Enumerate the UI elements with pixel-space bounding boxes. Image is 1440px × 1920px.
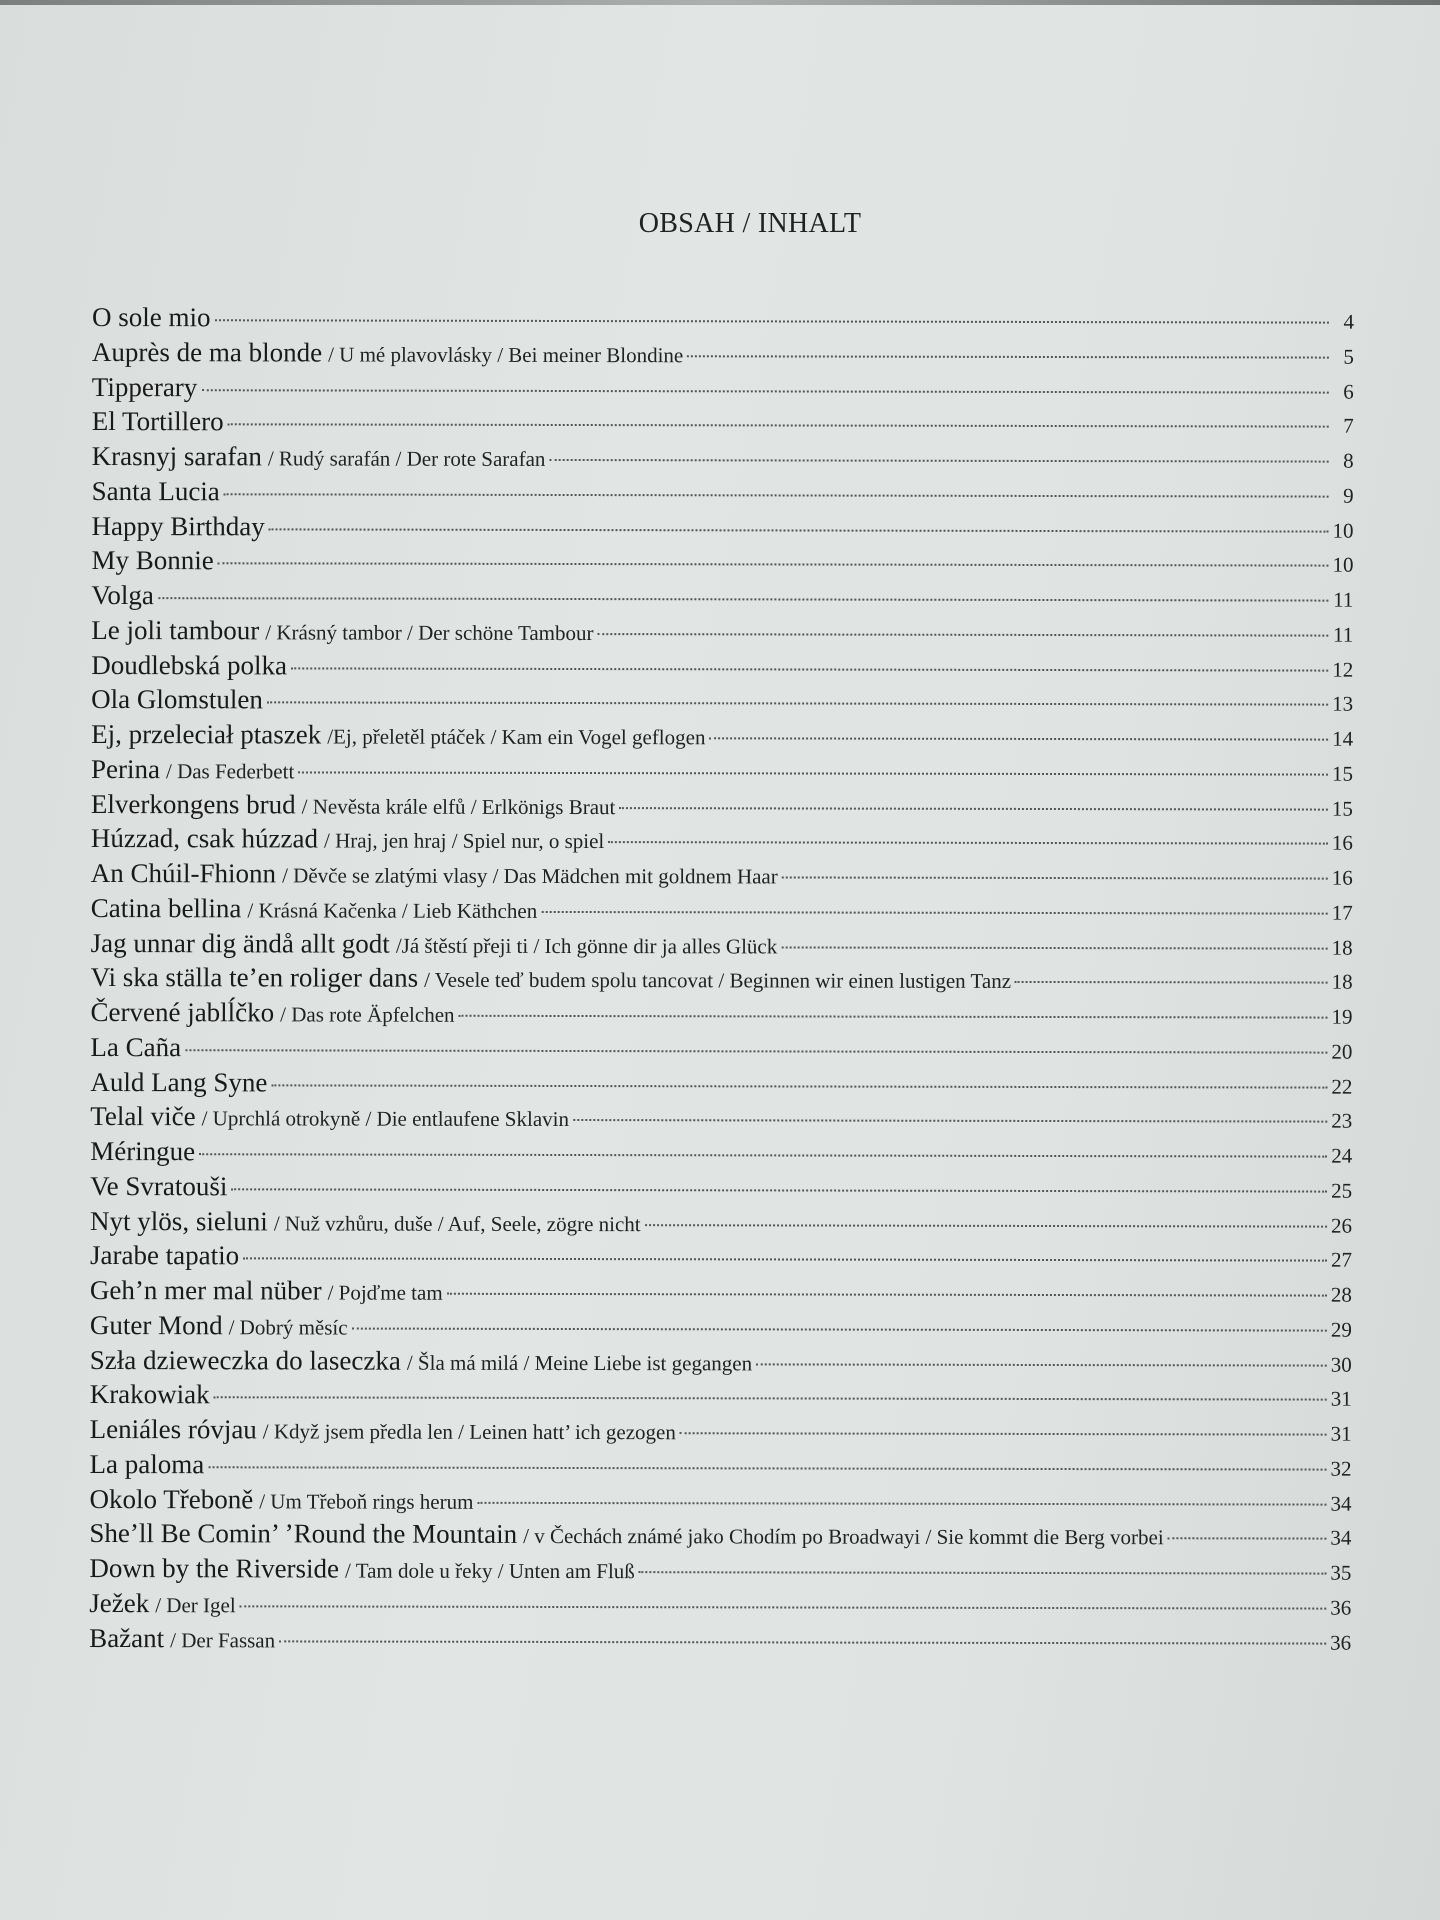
toc-entry: [91, 649, 1353, 686]
dot-leader: [224, 493, 1329, 497]
toc-entry: [92, 337, 1354, 374]
dot-leader: [781, 946, 1327, 949]
toc-entry: [89, 1518, 1351, 1555]
entry-title: Volga: [91, 579, 154, 611]
entry-title: Auld Lang Syne: [90, 1066, 268, 1097]
page-number: 8: [1343, 448, 1354, 473]
dot-leader: [1015, 981, 1328, 984]
entry-title: Santa Lucia: [91, 475, 220, 507]
dot-leader: [158, 597, 1328, 601]
dot-leader: [201, 389, 1329, 393]
toc-entry: [90, 1379, 1352, 1416]
page-number: 16: [1331, 830, 1353, 855]
page-number: 29: [1330, 1317, 1352, 1342]
entry-translation: / Uprchlá otrokyně / Die entlaufene Sklavin: [201, 1106, 570, 1132]
entry-translation: / Hraj, jen hraj / Spiel nur, o spiel: [323, 828, 605, 854]
entry-translation: / Der Fassan: [170, 1627, 276, 1652]
page-number: 23: [1331, 1108, 1353, 1133]
toc-entry: [89, 1622, 1351, 1659]
dot-leader: [639, 1571, 1327, 1574]
toc-entry: [92, 441, 1354, 478]
entry-translation: / Rudý sarafán / Der rote Sarafan: [267, 446, 546, 471]
dot-leader: [541, 911, 1328, 915]
page-number: 25: [1331, 1178, 1353, 1203]
page-number: 15: [1331, 796, 1353, 821]
page-number: 11: [1333, 622, 1354, 647]
page-number: 30: [1330, 1352, 1352, 1377]
toc-entry: [89, 1483, 1351, 1520]
entry-title: Perina: [90, 753, 161, 784]
entry-title: Méringue: [90, 1135, 196, 1167]
page-number: 6: [1343, 379, 1354, 404]
dot-leader: [687, 355, 1329, 358]
entry-translation: / Um Třeboň rings herum: [259, 1488, 474, 1514]
toc-entry: [90, 1310, 1352, 1347]
dot-leader: [1168, 1538, 1327, 1540]
entry-translation: /Já štěstí přeji ti / Ich gönne dir ja alles Glück: [395, 933, 778, 958]
page-number: 5: [1343, 344, 1354, 369]
page-number: 9: [1343, 483, 1354, 508]
page-number: 34: [1330, 1525, 1352, 1550]
page-number: 27: [1330, 1247, 1353, 1272]
entry-title: Geh’n mer mal nüber: [89, 1274, 322, 1306]
entry-title: Le joli tambour: [91, 614, 260, 646]
entry-title: Leniáles róvjau: [89, 1413, 257, 1445]
toc-entry: [91, 719, 1353, 756]
page-number: 34: [1330, 1491, 1352, 1516]
entry-translation: / Nuž vzhůru, duše / Auf, Seele, zögre nicht: [273, 1210, 641, 1236]
toc-entry: [90, 1414, 1352, 1451]
entry-title: My Bonnie: [91, 545, 214, 576]
dot-leader: [680, 1432, 1327, 1435]
entry-title: Okolo Třeboně: [89, 1483, 254, 1514]
entry-translation: / Děvče se zlatými vlasy / Das Mädchen mit goldnem Haar: [282, 863, 778, 889]
page-number: 24: [1331, 1143, 1353, 1168]
toc-entry: [92, 371, 1354, 408]
toc-entry: [91, 788, 1353, 825]
dot-leader: [573, 1119, 1327, 1123]
toc-entry: [90, 1344, 1352, 1381]
page-number: 22: [1331, 1074, 1353, 1099]
entry-title: Bažant: [89, 1622, 165, 1653]
toc-entry: [92, 406, 1354, 443]
page-number: 16: [1331, 865, 1353, 890]
toc-entry: [90, 1136, 1352, 1173]
dot-leader: [208, 1466, 1326, 1470]
entry-title: Krasnyj sarafan: [91, 440, 262, 472]
entry-title: La paloma: [89, 1448, 205, 1479]
dot-leader: [447, 1293, 1327, 1297]
toc-entry: [91, 858, 1353, 895]
entry-title: Krakowiak: [89, 1379, 210, 1410]
toc-entry: [91, 893, 1353, 930]
dot-leader: [218, 563, 1329, 567]
page-number: 10: [1332, 552, 1354, 577]
entry-translation: / v Čechách známé jako Chodím po Broadwayi / Sie kommt die Berg vorbei: [523, 1524, 1164, 1550]
page-number: 26: [1331, 1213, 1353, 1238]
page-number: 35: [1330, 1560, 1352, 1585]
page-number: 12: [1332, 657, 1354, 682]
toc-entry: [91, 962, 1353, 999]
toc-entry: [91, 754, 1353, 791]
toc-entry: [91, 545, 1353, 582]
entry-title: Jarabe tapatio: [89, 1240, 240, 1271]
dot-leader: [231, 1188, 1327, 1192]
dot-leader: [549, 459, 1328, 463]
page-number: 7: [1343, 413, 1354, 438]
dot-leader: [185, 1049, 1327, 1053]
toc-entry: [91, 615, 1353, 652]
page-number: 4: [1343, 309, 1354, 334]
toc-entry: [90, 1032, 1352, 1069]
entry-title: Auprès de ma blonde: [91, 336, 323, 368]
entry-translation: / Krásný tambor / Der schöne Tambour: [265, 620, 594, 645]
dot-leader: [291, 667, 1328, 671]
page-number: 20: [1331, 1039, 1353, 1064]
entry-title: She’ll Be Comin’ ’Round the Mountain: [89, 1518, 518, 1550]
page-number: 13: [1332, 691, 1354, 716]
entry-title: Ola Glomstulen: [91, 684, 263, 715]
page-number: 15: [1331, 761, 1354, 786]
dot-leader: [298, 771, 1328, 775]
dot-leader: [352, 1327, 1327, 1331]
page-edge-shadow: [0, 0, 1440, 5]
entry-translation: /Ej, přeletěl ptáček / Kam ein Vogel geflogen: [327, 724, 706, 750]
page-number: 28: [1330, 1282, 1352, 1307]
entry-translation: / Dobrý měsíc: [228, 1315, 348, 1340]
entry-title: Ej, przeleciał ptaszek: [91, 718, 322, 750]
entry-title: Telal viče: [90, 1101, 196, 1132]
toc-entry: [91, 510, 1353, 547]
dot-leader: [271, 1084, 1327, 1088]
toc-entry: [90, 997, 1352, 1034]
entry-title: O sole mio: [91, 302, 211, 333]
entry-title: Down by the Riverside: [89, 1552, 340, 1584]
dot-leader: [782, 876, 1328, 879]
entry-title: Ježek: [89, 1587, 150, 1618]
entry-translation: / Vesele teď budem spolu tancovat / Beginnen wir einen lustigen Tanz: [424, 967, 1012, 994]
dot-leader: [240, 1605, 1327, 1609]
page-number: 14: [1332, 726, 1354, 751]
toc-entry: [90, 1240, 1352, 1277]
dot-leader: [199, 1153, 1327, 1157]
entry-title: Vi ska ställa te’en roliger dans: [90, 962, 419, 993]
toc-entry: [92, 476, 1354, 513]
toc-entry: [91, 580, 1353, 617]
table-of-contents: [89, 302, 1354, 1660]
entry-translation: / Šla má milá / Meine Liebe ist gegangen: [406, 1350, 753, 1375]
dot-leader: [608, 841, 1328, 845]
dot-leader: [477, 1501, 1326, 1505]
toc-entry: [90, 1275, 1352, 1312]
entry-translation: / Das rote Äpfelchen: [280, 1002, 455, 1027]
dot-leader: [619, 807, 1328, 810]
page-number: 18: [1331, 935, 1353, 960]
entry-translation: / Když jsem předla len / Leinen hatt’ ich gezogen: [262, 1419, 676, 1445]
entry-translation: / Pojďme tam: [327, 1280, 443, 1305]
dot-leader: [645, 1224, 1327, 1227]
entry-title: Szła dzieweczka do laseczka: [89, 1344, 401, 1376]
entry-translation: / Der Igel: [155, 1592, 236, 1618]
toc-entry: [90, 1449, 1352, 1486]
entry-title: El Tortillero: [91, 406, 224, 437]
page-number: 36: [1330, 1595, 1352, 1620]
entry-translation: / U mé plavovlásky / Bei meiner Blondine: [328, 342, 684, 367]
entry-translation: / Das Federbett: [165, 758, 295, 784]
entry-title: Elverkongens brud: [90, 788, 296, 819]
dot-leader: [228, 424, 1329, 428]
entry-title: Guter Mond: [89, 1309, 223, 1341]
entry-title: Nyt ylös, sieluni: [90, 1205, 268, 1236]
page-title: OBSAH / INHALT: [638, 208, 862, 239]
entry-title: Húzzad, csak húzzad: [90, 823, 319, 854]
page-number: 32: [1330, 1456, 1352, 1481]
entry-title: Tipperary: [91, 371, 198, 402]
toc-entry: [91, 927, 1353, 964]
toc-entry: [89, 1553, 1351, 1590]
entry-title: Doudlebská polka: [91, 649, 287, 680]
dot-leader: [598, 633, 1329, 637]
toc-entry: [90, 1205, 1352, 1242]
entry-title: Catina bellina: [90, 892, 242, 924]
page-number: 10: [1332, 518, 1354, 543]
toc-entry: [90, 1101, 1352, 1138]
entry-translation: / Nevěsta krále elfů / Erlkönigs Braut: [301, 793, 616, 819]
toc-entry: [89, 1588, 1351, 1625]
entry-translation: / Tam dole u řeky / Unten am Fluß: [345, 1558, 635, 1584]
dot-leader: [756, 1363, 1327, 1366]
dot-leader: [214, 319, 1329, 323]
dot-leader: [243, 1258, 1327, 1262]
page-number: 31: [1330, 1386, 1352, 1411]
dot-leader: [459, 1015, 1328, 1019]
toc-entry: [90, 1066, 1352, 1103]
page-number: 17: [1331, 900, 1353, 925]
page-number: 11: [1333, 587, 1354, 612]
entry-translation: / Krásná Kačenka / Lieb Käthchen: [247, 898, 538, 923]
entry-title: Červené jablĺčko: [90, 996, 275, 1028]
toc-entry: [91, 823, 1353, 860]
page-number: 36: [1330, 1630, 1352, 1655]
dot-leader: [214, 1397, 1327, 1401]
entry-title: Happy Birthday: [91, 510, 265, 541]
entry-title: La Caña: [90, 1031, 182, 1062]
page-number: 31: [1330, 1421, 1352, 1446]
toc-entry: [92, 302, 1354, 339]
dot-leader: [267, 702, 1328, 706]
toc-entry: [90, 1171, 1352, 1208]
toc-entry: [91, 684, 1353, 721]
page-number: 19: [1331, 1004, 1353, 1029]
entry-title: An Chúil-Fhionn: [90, 857, 277, 889]
entry-title: Jag unnar dig ändå allt godt: [90, 927, 390, 959]
dot-leader: [709, 737, 1328, 740]
page-number: 18: [1331, 969, 1353, 994]
dot-leader: [279, 1640, 1326, 1644]
entry-title: Ve Svratouši: [90, 1170, 228, 1202]
dot-leader: [269, 528, 1329, 532]
